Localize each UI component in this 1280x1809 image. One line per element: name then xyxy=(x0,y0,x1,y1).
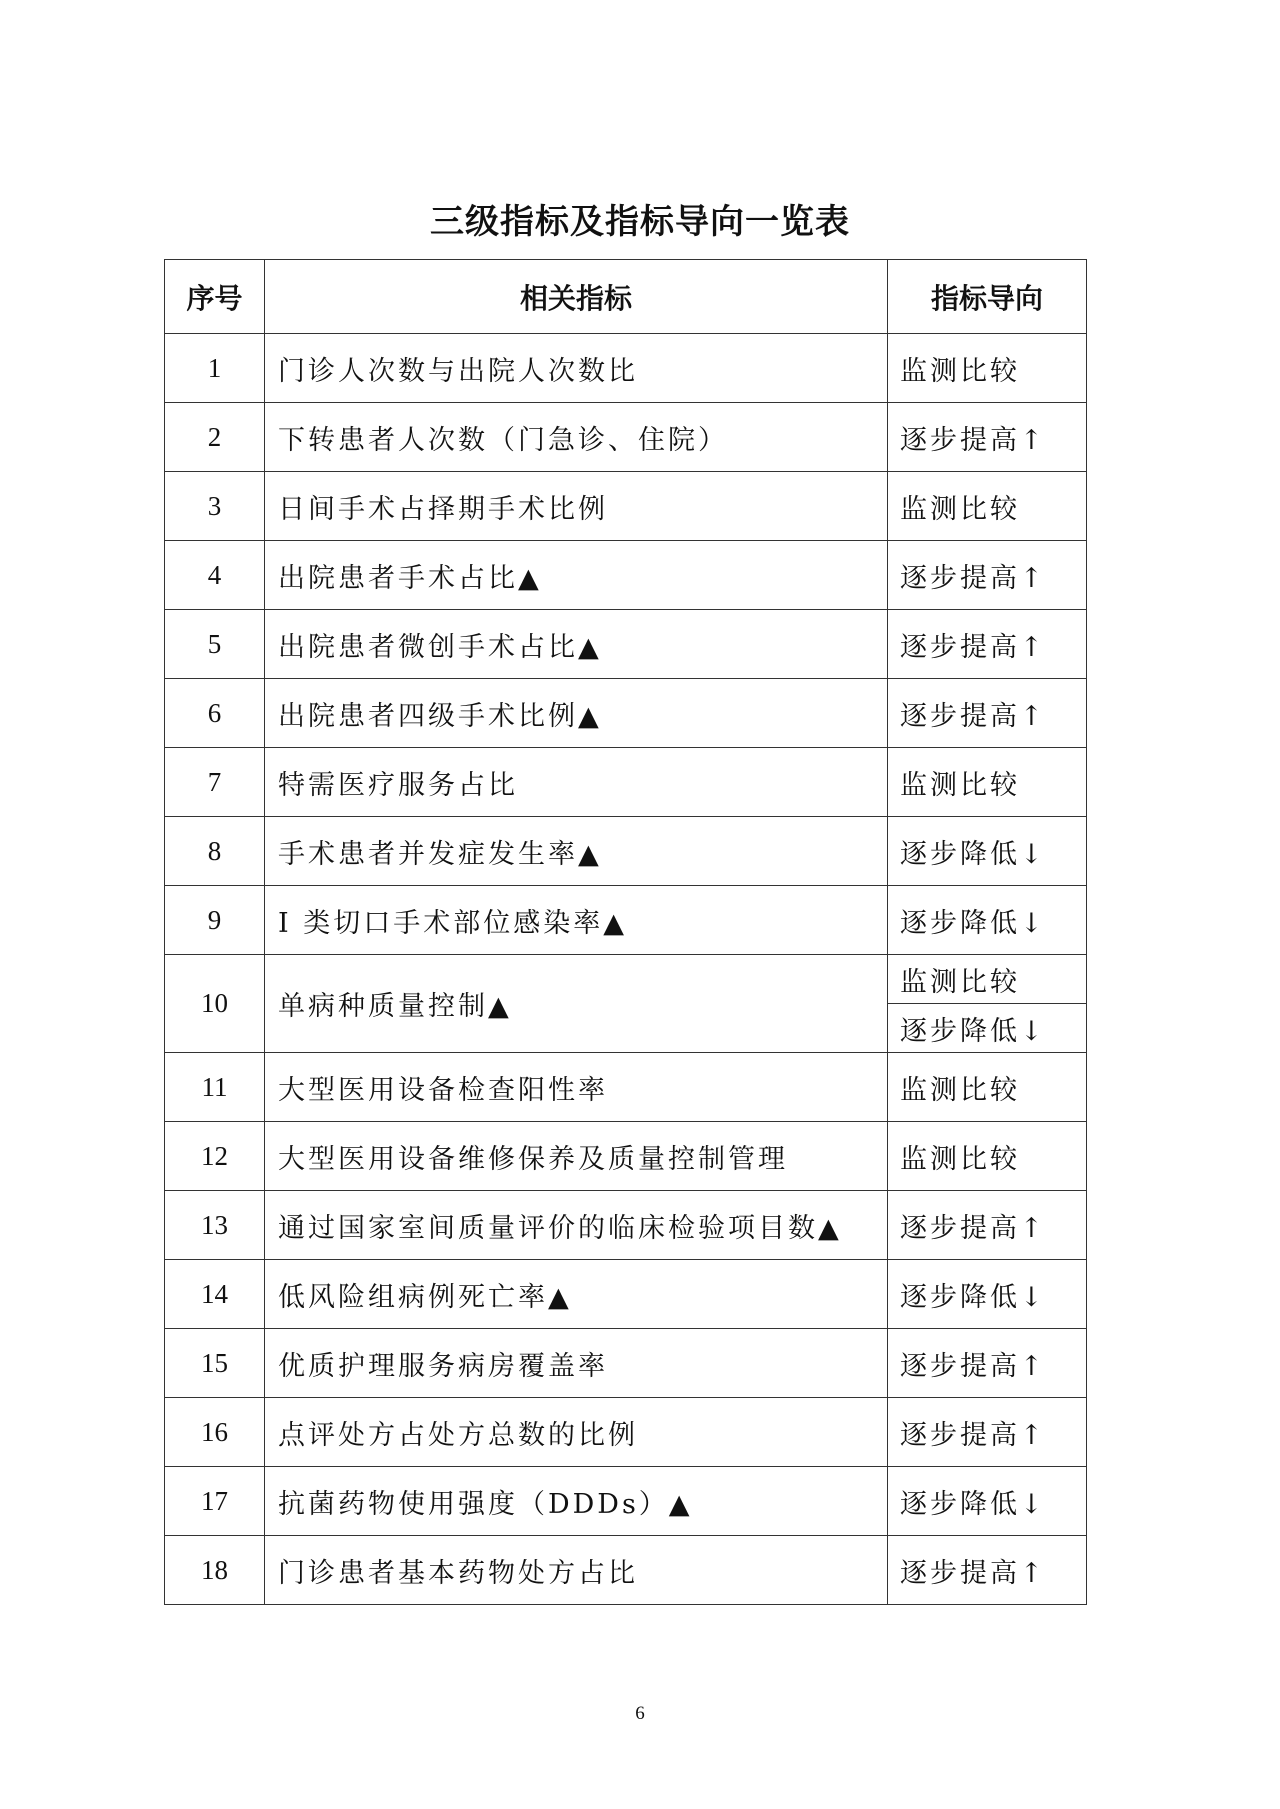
row-number: 2 xyxy=(165,403,265,472)
row-indicator: 抗菌药物使用强度（DDDs）▲ xyxy=(265,1467,888,1536)
header-direction: 指标导向 xyxy=(888,260,1087,334)
row-indicator: 大型医用设备维修保养及质量控制管理 xyxy=(265,1122,888,1191)
row-indicator: 门诊患者基本药物处方占比 xyxy=(265,1536,888,1605)
table-row xyxy=(165,1467,1087,1536)
row-direction: 逐步提高↑ xyxy=(888,1536,1087,1605)
row-indicator: 日间手术占择期手术比例 xyxy=(265,472,888,541)
row-direction: 逐步降低↓ xyxy=(888,817,1087,886)
row-direction: 逐步提高↑ xyxy=(888,1329,1087,1398)
row-direction: 逐步提高↑ xyxy=(888,1191,1087,1260)
row-direction: 逐步提高↑ xyxy=(888,1398,1087,1467)
row-direction-secondary: 逐步降低↓ xyxy=(888,1004,1087,1053)
row-indicator: 点评处方占处方总数的比例 xyxy=(265,1398,888,1467)
table-row xyxy=(165,403,1087,472)
row-indicator: 单病种质量控制▲ xyxy=(265,955,888,1053)
row-direction: 监测比较 xyxy=(888,1053,1087,1122)
header-number: 序号 xyxy=(165,260,265,334)
row-number: 1 xyxy=(165,334,265,403)
row-indicator: 优质护理服务病房覆盖率 xyxy=(265,1329,888,1398)
row-number: 6 xyxy=(165,679,265,748)
row-indicator: 出院患者微创手术占比▲ xyxy=(265,610,888,679)
row-number: 15 xyxy=(165,1329,265,1398)
row-indicator: 通过国家室间质量评价的临床检验项目数▲ xyxy=(265,1191,888,1260)
row-indicator: 出院患者手术占比▲ xyxy=(265,541,888,610)
row-number: 8 xyxy=(165,817,265,886)
row-direction: 监测比较 xyxy=(888,1122,1087,1191)
row-indicator: 特需医疗服务占比 xyxy=(265,748,888,817)
row-number: 7 xyxy=(165,748,265,817)
header-indicator: 相关指标 xyxy=(265,260,888,334)
row-direction: 逐步降低↓ xyxy=(888,1467,1087,1536)
table-row xyxy=(165,955,1087,1004)
row-number: 3 xyxy=(165,472,265,541)
row-number: 16 xyxy=(165,1398,265,1467)
table-row xyxy=(165,748,1087,817)
table-row xyxy=(165,886,1087,955)
row-number: 5 xyxy=(165,610,265,679)
row-indicator: I 类切口手术部位感染率▲ xyxy=(265,886,888,955)
page-title: 三级指标及指标导向一览表 xyxy=(430,202,850,242)
table-row xyxy=(165,1536,1087,1605)
table-row xyxy=(165,1122,1087,1191)
table-row xyxy=(165,541,1087,610)
row-number: 9 xyxy=(165,886,265,955)
table-row xyxy=(165,1191,1087,1260)
row-number: 18 xyxy=(165,1536,265,1605)
row-direction: 监测比较 xyxy=(888,955,1087,1004)
row-direction: 监测比较 xyxy=(888,334,1087,403)
table-row xyxy=(165,472,1087,541)
row-number: 4 xyxy=(165,541,265,610)
table-header-row xyxy=(165,260,1087,334)
row-number: 12 xyxy=(165,1122,265,1191)
row-number: 10 xyxy=(165,955,265,1053)
row-indicator: 出院患者四级手术比例▲ xyxy=(265,679,888,748)
table-row xyxy=(165,679,1087,748)
table-row xyxy=(165,1260,1087,1329)
table-row xyxy=(165,1329,1087,1398)
table-row xyxy=(165,1398,1087,1467)
indicator-table xyxy=(164,259,1087,1605)
row-indicator: 门诊人次数与出院人次数比 xyxy=(265,334,888,403)
table-row xyxy=(165,610,1087,679)
table-row xyxy=(165,817,1087,886)
row-direction: 逐步提高↑ xyxy=(888,403,1087,472)
table-row xyxy=(165,334,1087,403)
row-number: 13 xyxy=(165,1191,265,1260)
row-indicator: 手术患者并发症发生率▲ xyxy=(265,817,888,886)
row-number: 11 xyxy=(165,1053,265,1122)
row-number: 14 xyxy=(165,1260,265,1329)
row-indicator: 大型医用设备检查阳性率 xyxy=(265,1053,888,1122)
row-direction: 监测比较 xyxy=(888,748,1087,817)
row-direction: 逐步提高↑ xyxy=(888,541,1087,610)
page-number: 6 xyxy=(635,1703,645,1724)
row-direction: 监测比较 xyxy=(888,472,1087,541)
row-number: 17 xyxy=(165,1467,265,1536)
table-row xyxy=(165,1053,1087,1122)
row-direction: 逐步降低↓ xyxy=(888,886,1087,955)
row-direction: 逐步提高↑ xyxy=(888,679,1087,748)
row-direction: 逐步提高↑ xyxy=(888,610,1087,679)
row-indicator: 低风险组病例死亡率▲ xyxy=(265,1260,888,1329)
row-indicator: 下转患者人次数（门急诊、住院） xyxy=(265,403,888,472)
row-direction: 逐步降低↓ xyxy=(888,1260,1087,1329)
